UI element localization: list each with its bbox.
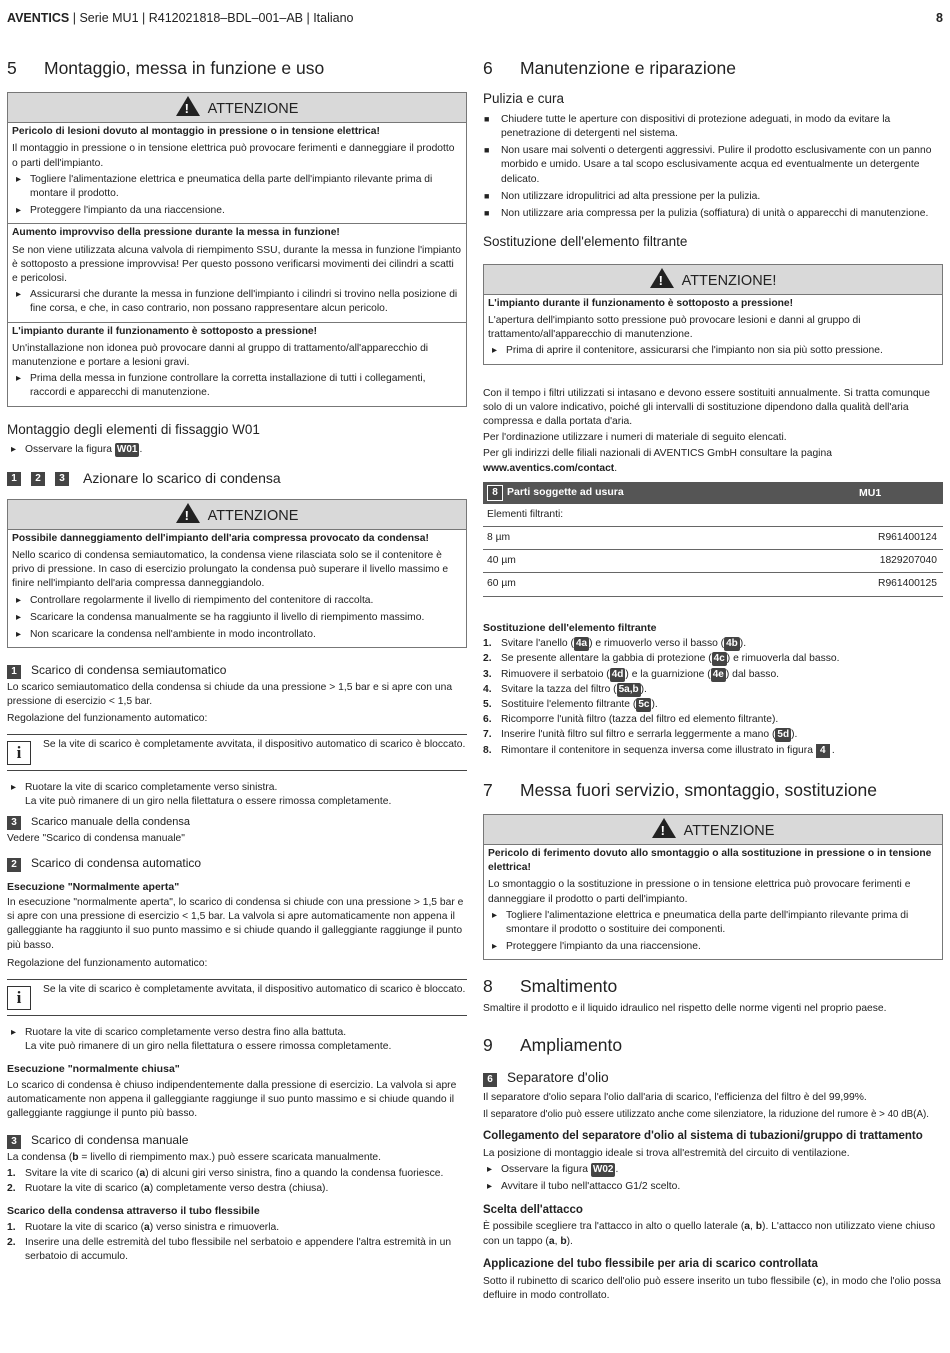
list-item: 5. Sostituire l'elemento filtrante ( 5c ). [483, 698, 658, 710]
list-item: ▸ Prima della messa in funzione controllare la corretta installazione di tutti i collegamenti, raccordi e apparecchi di manutenzione. [12, 372, 462, 400]
subheading: Collegamento del separatore d'olio al sistema di tubazioni/gruppo di trattamento [483, 1130, 923, 1143]
semi-auto-heading: 1 Scarico di condensa semiautomatico [7, 662, 467, 679]
warning-box-condensate [7, 499, 467, 648]
table-row: Elementi filtranti: [483, 504, 943, 527]
paragraph: Smaltire il prodotto e il liquido idraulico nel rispetto delle norme vigenti nel proprio paese. [483, 1003, 887, 1015]
info-box: i Se la vite di scarico è completamente avvitata, il dispositivo automatico di scarico è bloccato. [7, 979, 467, 1016]
warning-header: !ATTENZIONE! [484, 265, 942, 295]
list-item: ▸ Osservare la figura W01 . [7, 443, 467, 457]
figure-number-badge: 2 [31, 472, 45, 486]
list-item: 4. Svitare la tazza del filtro ( 5a,b ). [483, 683, 647, 695]
contact-link[interactable]: www.aventics.com/contact [483, 462, 615, 474]
paragraph: Lo scarico semiautomatico della condensa si chiude da una pressione > 1,5 bar e si apre con una pressione di esercizio < 1,5 bar. [7, 682, 453, 708]
list-item: ▸ Togliere l'alimentazione elettrica e pneumatica della parte dell'impianto rilevante prima di smontare il prodotto o sostituire dei componenti. [488, 909, 938, 937]
section-6-heading: 6 Manutenzione e riparazione [483, 58, 736, 78]
paragraph: Regolazione del funzionamento automatico: [7, 712, 208, 724]
warning-text: Nello scarico di condensa semiautomatico, la condensa viene rilasciata solo se il contenitore è privo di pressione. In caso di esercizio prolungato la condensa può superare il livello massimo e finire nell'impianto dell'aria compressa danneggiandolo. [12, 549, 449, 590]
figure-number-badge: 3 [55, 472, 69, 486]
table-row: 40 µm 1829207040 [483, 550, 943, 573]
right-column [483, 56, 943, 1305]
warning-box-mounting [7, 92, 467, 406]
warning-box-decommission [483, 814, 943, 960]
info-icon: i [7, 986, 31, 1010]
list-item: 1. Svitare la vite di scarico (a) di alcuni giri verso sinistra, fino a quando la condensa fuoriesce. [7, 1167, 444, 1179]
info-icon: i [7, 741, 31, 765]
warning-triangle-icon [176, 96, 200, 116]
warning-triangle-icon [650, 268, 674, 288]
warning-title: L'impianto durante il funzionamento è sottoposto a pressione! [488, 297, 794, 309]
section-5-heading: 5 Montaggio, messa in funzione e uso [7, 58, 325, 78]
paragraph: Lo scarico di condensa è chiuso indipendentemente dalla pressione di esercizio. La valvola si apre automaticamente non appena il galleggiante raggiunge il suo punto massimo e si chiude quando il galleggiante raggiunge il punto più basso. [7, 1079, 457, 1120]
warning-title: Pericolo di ferimento dovuto allo smontaggio o alla sostituzione in pressione o in tensione elettrica! [488, 847, 932, 874]
list-item: ▸ Proteggere l'impianto da una riaccensione. [488, 940, 938, 954]
list-item: ▸ Avvitare il tubo nell'attacco G1/2 scelto. [483, 1180, 943, 1194]
paragraph: La condensa (b = livello di riempimento max.) può essere scaricata manualmente. [7, 1151, 382, 1163]
warning-title: L'impianto durante il funzionamento è sottoposto a pressione! [12, 325, 318, 337]
list-item: 3. Rimuovere il serbatoio ( 4d ) e la guarnizione ( 4e ) dal basso. [483, 668, 780, 680]
list-item: ■ Chiudere tutte le aperture con dispositivi di protezione adeguati, in modo da evitare la penetrazione di detergenti nel sistema. [483, 113, 943, 141]
brand-name: AVENTICS [7, 11, 70, 25]
list-item: 2. Ruotare la vite di scarico (a) completamente verso destra (chiusa). [7, 1182, 329, 1194]
warning-box-filter [483, 264, 943, 365]
list-item: 8. Rimontare il contenitore in sequenza inversa come illustrato in figura 4 . [483, 744, 835, 756]
warning-header: !ATTENZIONE [484, 815, 942, 845]
page-number: 8 [936, 11, 943, 25]
figure-ref-badge: W02 [592, 1164, 614, 1176]
filter-heading: Sostituzione dell'elemento filtrante [483, 234, 688, 250]
list-item: ▸ Togliere l'alimentazione elettrica e pneumatica della parte dell'impianto rilevante prima di montare il prodotto. [12, 173, 462, 201]
list-item: ▸ Ruotare la vite di scarico completamente verso sinistra. La vite può rimanere di un giro nella filettatura o essere rimossa completamente. [7, 781, 467, 809]
paragraph: Il separatore d'olio separa l'olio dall'aria di scarico, l'efficienza del filtro è del 99,99%. [483, 1092, 867, 1104]
table-header: 8 Parti soggette ad usura [483, 482, 855, 504]
list-item: 2. Inserire una delle estremità del tubo flessibile nel serbatoio e appendere l'altra estremità in un serbatoio di accumulo. [7, 1236, 452, 1263]
list-item: 6. Ricomporre l'unità filtro (tazza del filtro ed elemento filtrante). [483, 714, 779, 726]
figure-ref-badge: W01 [116, 444, 138, 456]
paragraph: Il separatore d'olio può essere utilizzato anche come silenziatore, la riduzione del rumore è > 40 dB(A). [483, 1108, 929, 1120]
warning-text: L'apertura dell'impianto sotto pressione può provocare lesioni e danni al gruppo di trattamento/all'apparecchio di manutenzione. [488, 315, 861, 341]
manual-heading: 3 Scarico manuale della condensa [7, 815, 467, 830]
list-item: ▸ Assicurarsi che durante la messa in funzione dell'impianto i cilindri si trovino nella posizione di fine corsa, e che, in caso contrario, non possano rappresentare alcun pericolo. [12, 288, 462, 316]
warning-header: !ATTENZIONE [8, 500, 466, 530]
figure-number-badge: 1 [7, 472, 21, 486]
list-item: ▸ Prima di aprire il contenitore, assicurarsi che l'impianto non sia più sotto pressione. [488, 344, 938, 358]
list-item: 1. Svitare l'anello ( 4a ) e rimuoverlo verso il basso ( 4b ). [483, 638, 747, 650]
paragraph: In esecuzione "normalmente aperta", lo scarico di condensa si chiude con una pressione > 1,5 bar e si apre con una pressione di esercizio < 1,5 bar. La valvola si apre automaticamente non appena il galleggiante ha raggiunto il suo punto massimo e si chiude quando il galleggiante raggiunge il punto più basso. [7, 897, 464, 951]
list-item: ■ Non utilizzare aria compressa per la pulizia (soffiatura) di unità o apparecchi di manutenzione. [483, 207, 943, 221]
warning-text: Se non viene utilizzata alcuna valvola di riempimento SSU, durante la messa in funzione l'impianto è sottoposto a pressione improvvisa! Per questo possono verificarsi movimenti dei cilindri a scatti e pericolosi. [12, 244, 461, 284]
doc-info: | Serie MU1 | R412021818–BDL–001–AB | Italiano [69, 11, 354, 25]
list-item: 7. Inserire l'unità filtro sul filtro e serrarla leggermente a mano ( 5d ). [483, 729, 798, 741]
subheading: Applicazione del tubo flessibile per aria di scarico controllata [483, 1257, 818, 1270]
page-header [7, 10, 943, 28]
paragraph: Sotto il rubinetto di scarico dell'olio può essere inserito un tubo flessibile (c), in modo che l'olio possa defluire in modo controllato. [483, 1275, 941, 1301]
left-column [7, 56, 467, 1266]
section-8-heading: 8 Smaltimento [483, 976, 618, 997]
paragraph: Per l'ordinazione utilizzare i numeri di materiale di seguito elencati. [483, 432, 787, 444]
auto-heading: 2 Scarico di condensa automatico [7, 855, 467, 872]
paragraph: È possibile scegliere tra l'attacco in alto o quello laterale (a, b). L'attacco non utilizzato viene chiuso con un tappo (a, b). [483, 1221, 936, 1247]
subheading: Scelta dell'attacco [483, 1203, 583, 1216]
list-item: 2. Se presente allentare la gabbia di protezione ( 4c ) e rimuoverla dal basso. [483, 653, 840, 665]
warning-title: Aumento improvviso della pressione durante la messa in funzione! [12, 227, 340, 239]
table-header: MU1 [855, 482, 943, 504]
table-row: 60 µm R961400125 [483, 573, 943, 596]
paragraph: Regolazione del funzionamento automatico: [7, 957, 208, 969]
list-item: ▸ Scaricare la condensa manualmente se ha raggiunto il livello di riempimento massimo. [12, 611, 462, 625]
oil-separator-heading: 6 Separatore d'olio [483, 1069, 943, 1088]
section-9-heading: 9 Ampliamento [483, 1034, 623, 1055]
subheading: Esecuzione "Normalmente aperta" [7, 880, 180, 893]
warning-triangle-icon [176, 503, 200, 523]
paragraph: www.aventics.com/contact. [483, 462, 618, 474]
subheading: Scarico della condensa attraverso il tubo flessibile [7, 1205, 260, 1218]
subheading: Esecuzione "normalmente chiusa" [7, 1063, 180, 1076]
warning-title: Possibile danneggiamento dell'impianto dell'aria compressa provocato da condensa! [12, 532, 429, 544]
list-item: ▸ Proteggere l'impianto da una riaccensione. [12, 204, 462, 218]
list-item: ▸ Non scaricare la condensa nell'ambiente in modo incontrollato. [12, 628, 462, 642]
mount-heading: Montaggio degli elementi di fissaggio W01 [7, 421, 260, 437]
manual-drain-heading: 3 Scarico di condensa manuale [7, 1132, 467, 1149]
cleaning-heading: Pulizia e cura [483, 91, 565, 107]
list-item: ▸ Controllare regolarmente il livello di riempimento del contenitore di raccolta. [12, 594, 462, 608]
warning-title: Pericolo di lesioni dovuto al montaggio in pressione o in tensione elettrica! [12, 126, 380, 138]
paragraph: Con il tempo i filtri utilizzati si intasano e devono essere sostituiti annualmente. Si tratta comunque solo di un valore indicativo, poiché gli intervalli di sostituzione dipendono dalla qualità dell'aria compressa e dalla portata d'aria. [483, 387, 930, 428]
header-title [7, 10, 354, 28]
section-7-heading: 7 Messa fuori servizio, smontaggio, sostituzione [483, 779, 877, 800]
list-item: 1. Ruotare la vite di scarico (a) verso sinistra e rimuoverla. [7, 1221, 280, 1233]
warning-header: !ATTENZIONE [8, 93, 466, 123]
warning-text: Il montaggio in pressione o in tensione elettrica può provocare ferimenti e danneggiare il prodotto o parti dell'impianto. [12, 143, 455, 169]
table-row: 8 µm R961400124 [483, 527, 943, 550]
list-item: ▸ Osservare la figura W02 . [483, 1163, 943, 1177]
list-item: ▸ Ruotare la vite di scarico completamente verso destra fino alla battuta. La vite può rimanere di un giro nella filettatura o essere rimossa completamente. [7, 1026, 467, 1054]
paragraph: Vedere "Scarico di condensa manuale" [7, 833, 185, 845]
list-item: ■ Non usare mai solventi o detergenti aggressivi. Pulire il prodotto esclusivamente con un panno morbido e umido. Usare a tal scopo esclusivamente acqua ed eventualmente un detergente delicato. [483, 144, 943, 187]
subheading: Sostituzione dell'elemento filtrante [483, 621, 657, 634]
condensate-heading: 1 2 3 Azionare lo scarico di condensa [7, 469, 467, 488]
warning-text: Lo smontaggio o la sostituzione in pressione o in tensione elettrica può provocare ferimenti e danneggiare il prodotto o parti dell'impianto. [488, 879, 911, 905]
warning-text: Un'installazione non idonea può provocare danni al gruppo di trattamento/all'apparecchio di manutenzione e portare a lesioni gravi. [12, 342, 429, 368]
warning-triangle-icon [652, 818, 676, 838]
list-item: ■ Non utilizzare idropulitrici ad alta pressione per la pulizia. [483, 190, 943, 204]
parts-table [483, 482, 943, 597]
paragraph: La posizione di montaggio ideale si trova all'estremità del circuito di ventilazione. [483, 1148, 850, 1160]
paragraph: Per gli indirizzi delle filiali nazionali di AVENTICS GmbH consultare la pagina [483, 448, 832, 460]
info-box: i Se la vite di scarico è completamente avvitata, il dispositivo automatico di scarico è bloccato. [7, 734, 467, 771]
